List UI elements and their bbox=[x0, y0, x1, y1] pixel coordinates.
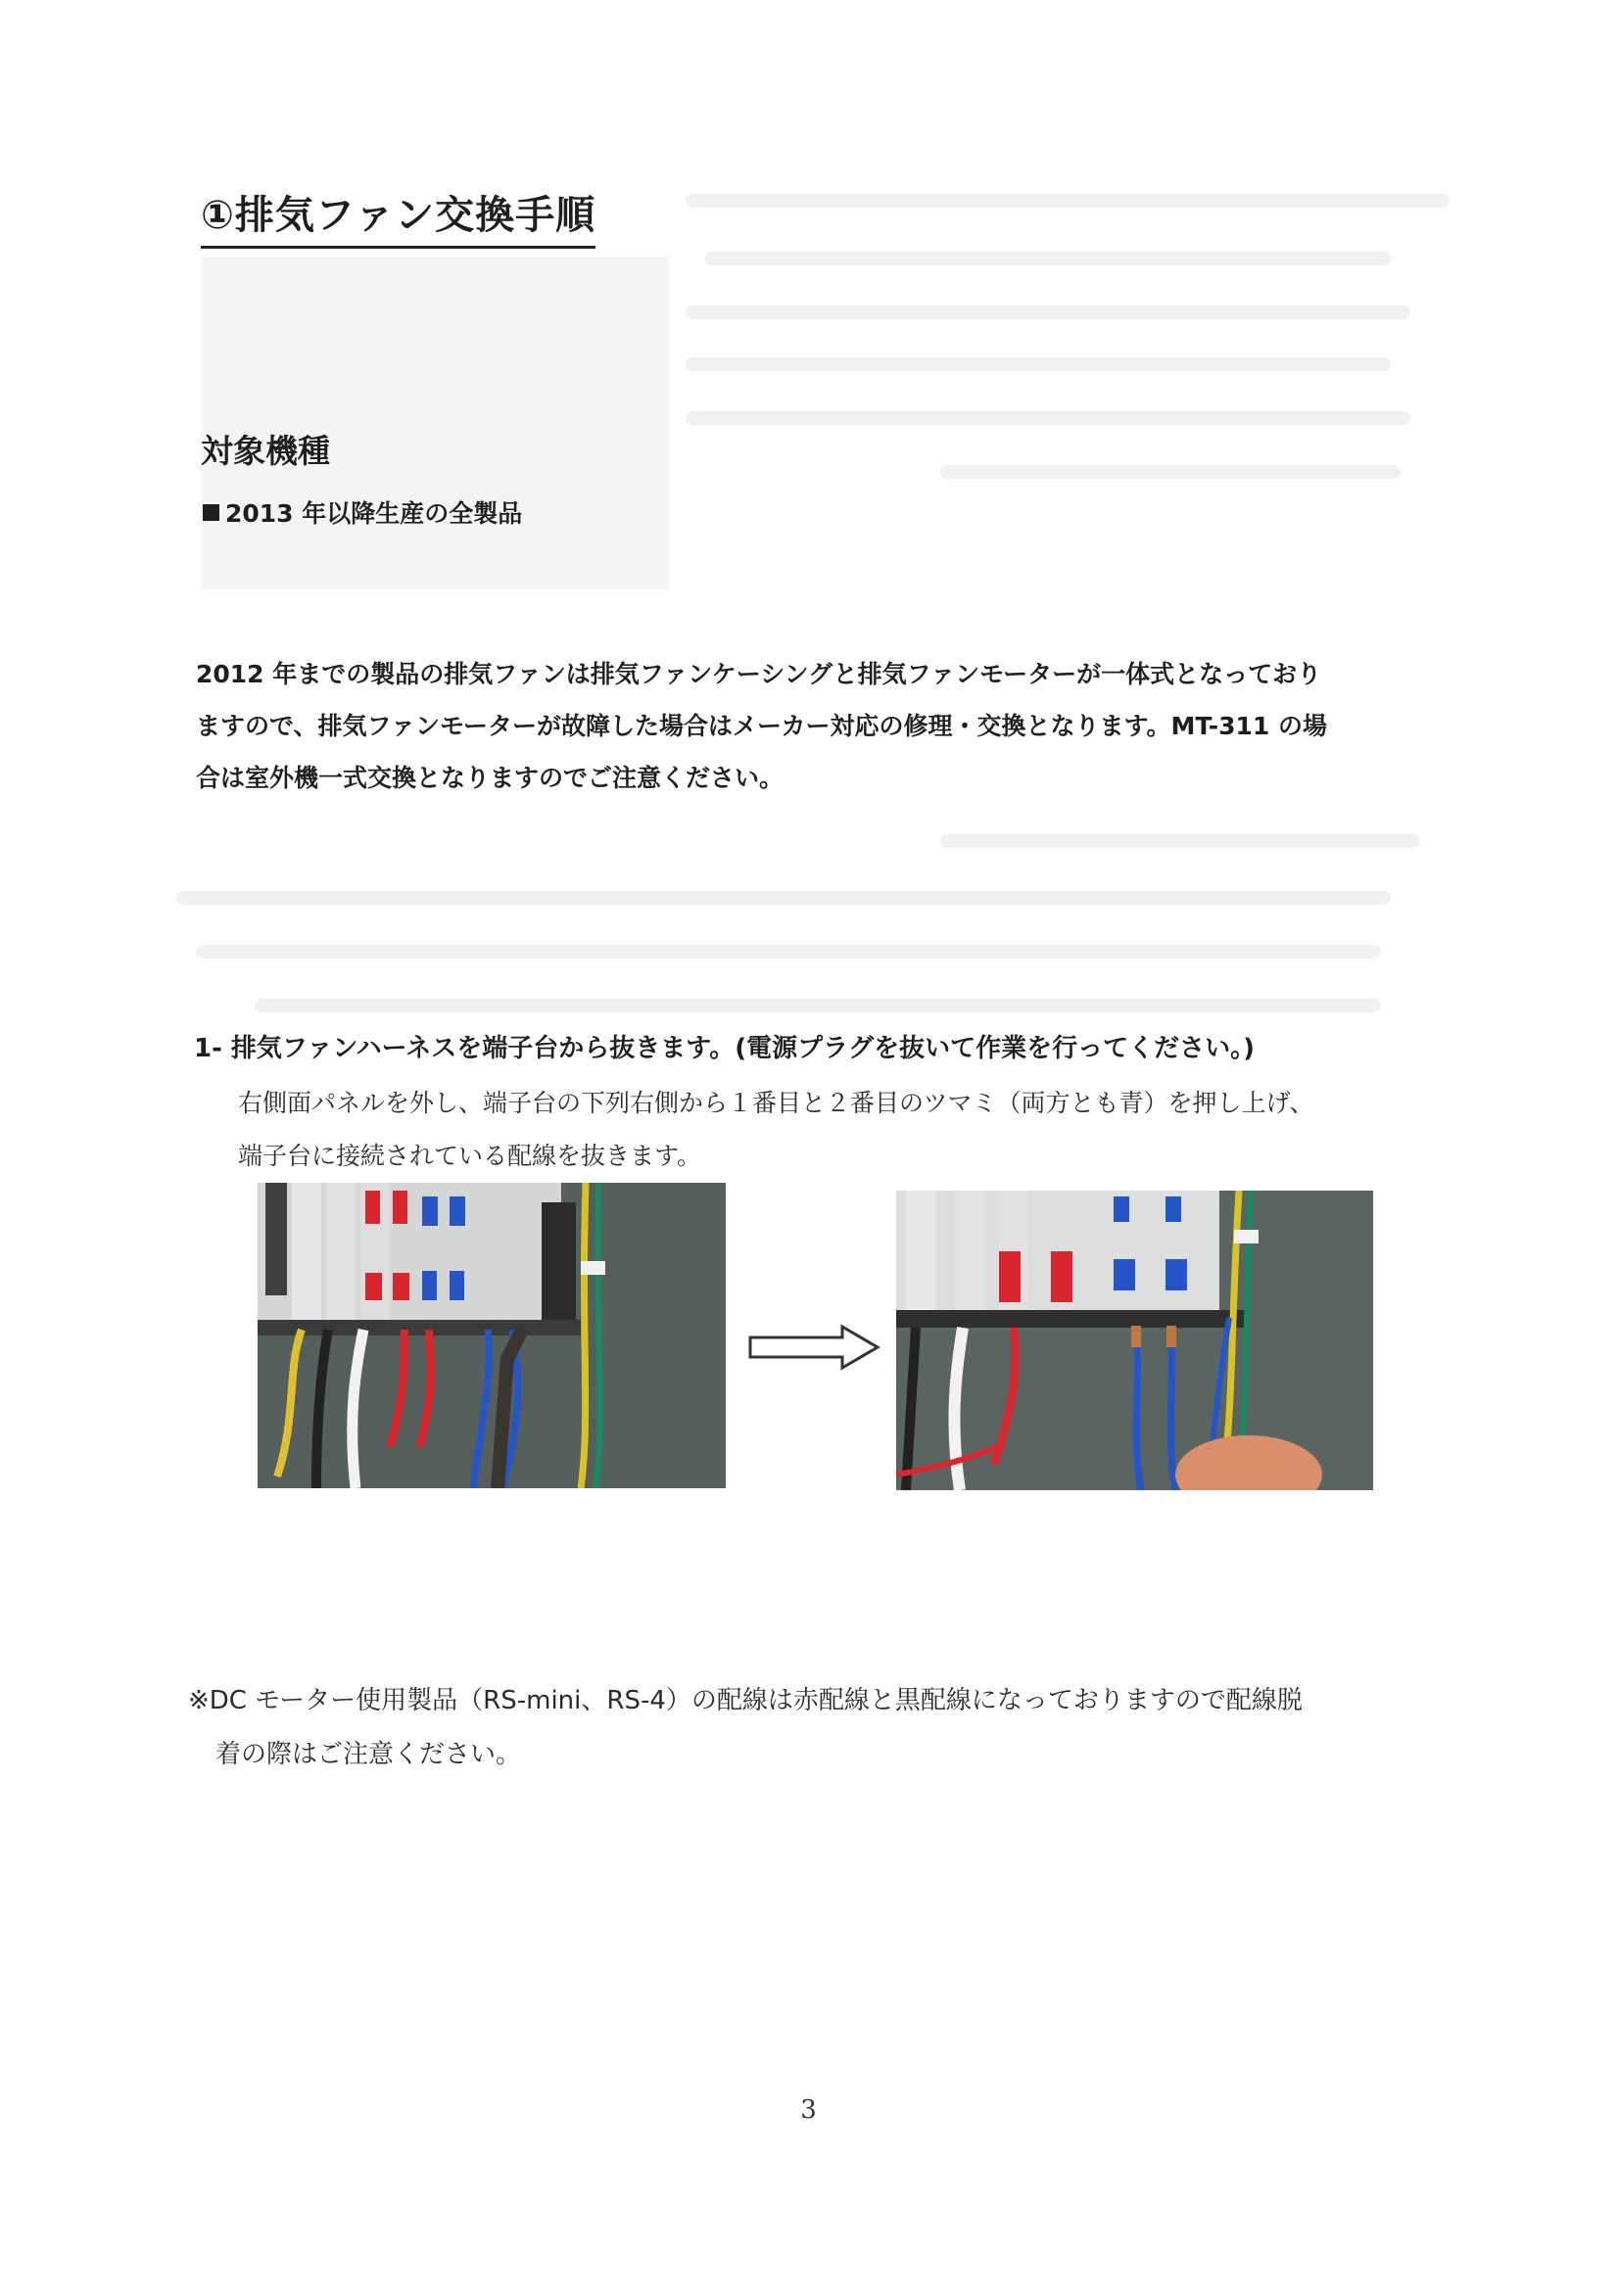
bleed-through-line bbox=[686, 357, 1391, 371]
step-1-body bbox=[238, 1077, 1314, 1183]
intro-line: 2012 年までの製品の排気ファンは排気ファンケーシングと排気ファンモーターが一体式となっており bbox=[196, 660, 1322, 688]
page-title: ①排気ファン交換手順 bbox=[201, 184, 595, 249]
page-number: 3 bbox=[800, 2095, 817, 2125]
bleed-through-shade bbox=[201, 257, 669, 589]
bleed-through-line bbox=[686, 305, 1410, 319]
bleed-through-line bbox=[686, 194, 1450, 208]
target-item-text: 2013 年以降生産の全製品 bbox=[225, 499, 523, 528]
step-1-line: 端子台に接続されている配線を抜きます。 bbox=[238, 1142, 702, 1170]
bleed-through-line bbox=[196, 945, 1381, 959]
bleed-through-line bbox=[705, 252, 1391, 265]
bleed-through-line bbox=[686, 411, 1410, 425]
step-1-line: 右側面パネルを外し、端子台の下列右側から１番目と２番目のツマミ（両方とも青）を押し上げ、 bbox=[238, 1089, 1314, 1117]
intro-line: ますので、排気ファンモーターが故障した場合はメーカー対応の修理・交換となります。MT-311 の場 bbox=[196, 712, 1328, 740]
dc-motor-note bbox=[188, 1674, 1303, 1782]
intro-paragraph bbox=[196, 648, 1469, 804]
note-line: 着の際はご注意ください。 bbox=[215, 1740, 522, 1769]
target-item bbox=[203, 494, 522, 530]
step-1-heading: 1- 排気ファンハーネスを端子台から抜きます。(電源プラグを抜いて作業を行ってください。) bbox=[194, 1034, 1255, 1063]
square-bullet-icon bbox=[203, 504, 219, 521]
target-heading: 対象機種 bbox=[201, 432, 330, 470]
note-line: ※DC モーター使用製品（RS-mini、RS-4）の配線は赤配線と黒配線になっておりますので配線脱 bbox=[188, 1686, 1303, 1715]
intro-line: 合は室外機一式交換となりますのでご注意ください。 bbox=[196, 764, 785, 792]
photo-after bbox=[896, 1191, 1373, 1490]
photo-before bbox=[258, 1183, 726, 1488]
bleed-through-line bbox=[255, 999, 1381, 1012]
bleed-through-line bbox=[940, 465, 1401, 479]
bleed-through-line bbox=[176, 891, 1391, 905]
right-arrow-icon bbox=[746, 1323, 883, 1376]
bleed-through-line bbox=[940, 834, 1420, 848]
